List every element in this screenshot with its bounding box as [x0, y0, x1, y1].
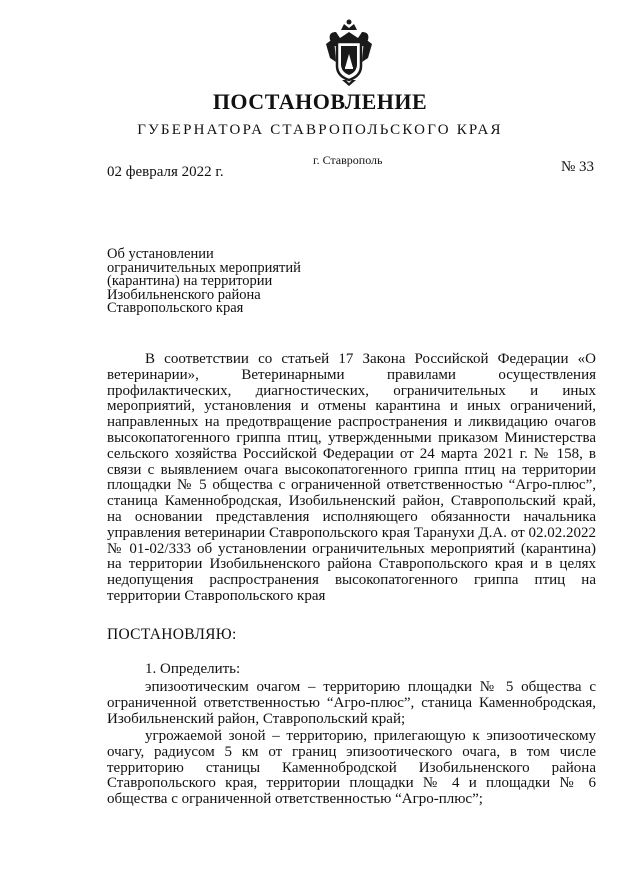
subject-line: (карантина) на территории: [107, 273, 273, 289]
subject-line: Ставропольского края: [107, 300, 244, 316]
document-city: г. Ставрополь: [313, 153, 383, 167]
subject-line: ограничительных мероприятий: [107, 259, 301, 276]
document-date: 02 февраля 2022 г.: [107, 164, 224, 180]
preamble-paragraph: В соответствии со статьей 17 Закона Российской Федерации «О ветеринарии», Ветеринарными правилами осуществления профилактических, диагностических, ограничительных и иных мероприятий, установления и отмены карантина и иных ограничений, направленных на предотвращение распространения и ликвидацию очагов высокопатогенного гриппа птиц, утвержденными приказом Министерства сельского хозяйства Российской Федерации от 24 марта 2021 г. № 158, в связи с выявлением очага высокопатогенного гриппа птиц на территории площадки № 5 общества с ограниченной ответственностью “Агро-плюс”, станица Каменнобродская, Изобильненский район, Ставропольский край, на основании представления исполняющего обязанности начальника управления ветеринарии Ставропольского края Таранухи Д.А. от 02.02.2022 № 01-02/333 об установлении ограничительных мероприятий (карантина) на территории Изобильненского района Ставропольского края и в целях недопущения распространения высокопатогенного гриппа птиц на территории Ставропольского края: [107, 351, 596, 604]
subject-line: Об установлении: [107, 246, 214, 262]
decree-heading: ПОСТАНОВЛЯЮ:: [107, 626, 237, 643]
document-title: ПОСТАНОВЛЕНИЕ: [212, 89, 428, 114]
document-issuer: ГУБЕРНАТОРА СТАВРОПОЛЬСКОГО КРАЯ: [137, 122, 503, 138]
item-1-threat-zone-paragraph: угрожаемой зоной – территорию, прилегающую к эпизоотическому очагу, радиусом 5 км от границ эпизоотического очага, в том числе территорию станицы Каменнобродской Изобильненского района Ставропольского края, территории площадки № 4 и площадки № 6 общества с ограниченной ответственностью “Агро-плюс”;: [107, 728, 596, 808]
document-number: № 33: [561, 159, 595, 175]
coat-of-arms-icon: [324, 18, 374, 88]
item-1-focus-paragraph: эпизоотическим очагом – территорию площадки № 5 общества с ограниченной ответственностью “Агро-плюс”, станица Каменнобродская, Изобильненский район, Ставропольский край;: [107, 679, 596, 727]
subject-line: Изобильненского района: [107, 286, 261, 303]
document-subject: [107, 248, 301, 316]
item-1-heading: 1. Определить:: [145, 661, 241, 677]
